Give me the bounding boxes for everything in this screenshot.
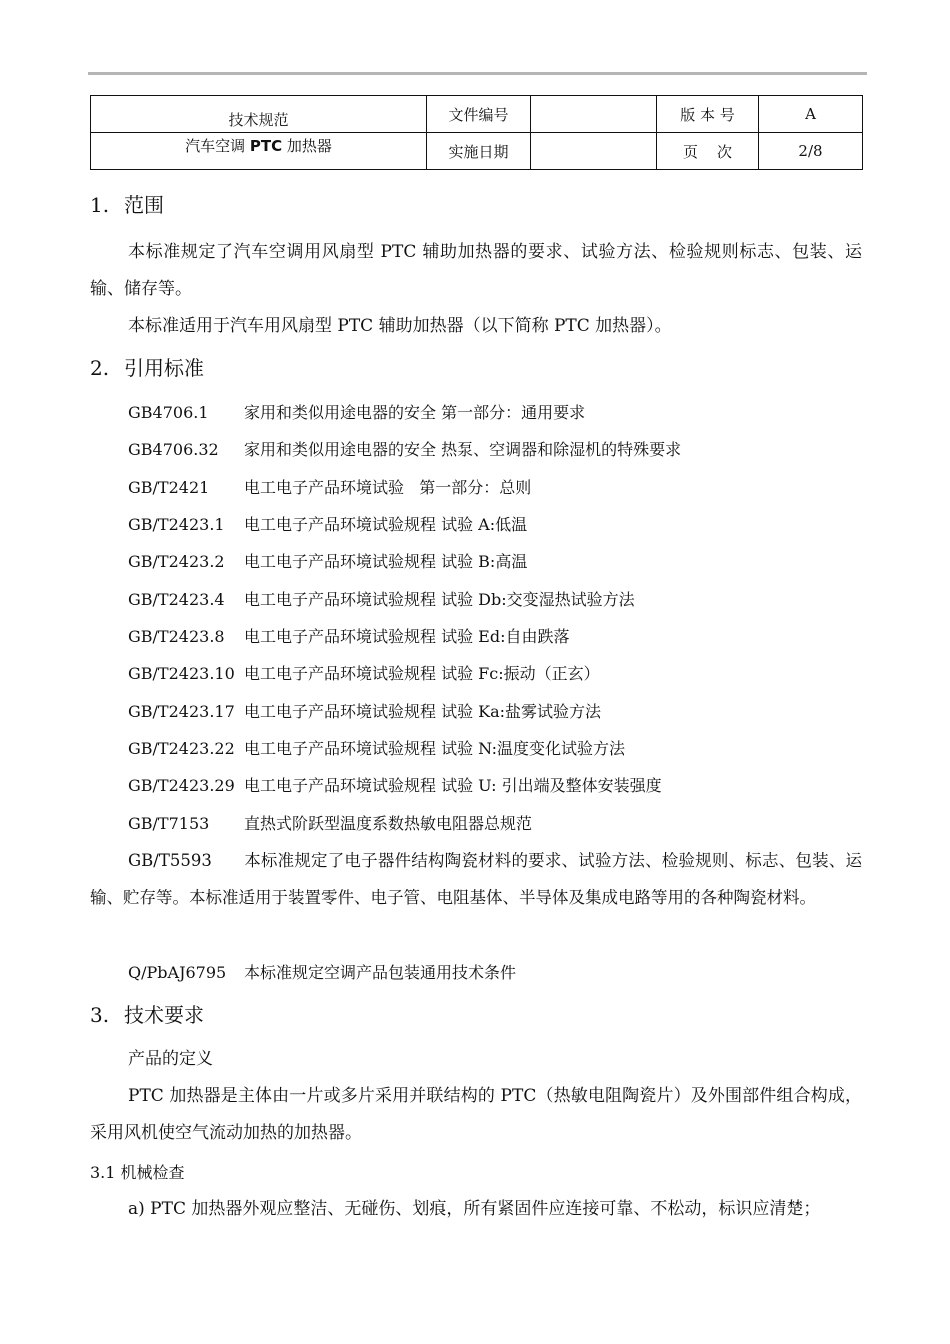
spec-title-line1: 技术规范 <box>228 111 289 129</box>
page-value: 2/8 <box>759 133 863 170</box>
ref-code: GB/T2421 <box>128 478 210 497</box>
ref-desc: 本标准规定了电子器件结构陶瓷材料的要求、试验方法、检验规则、标志、包装、运输、贮存等。本标准适用于装置零件、电子管、电阻基体、半导体及集成电路等用的各种陶瓷材料。 <box>90 851 862 907</box>
ref-item <box>128 693 601 730</box>
effective-date-value <box>531 133 657 170</box>
ref-code: GB/T7153 <box>128 814 210 833</box>
ref-desc: 电工电子产品环境试验规程 试验 A:低温 <box>244 515 528 534</box>
ref-desc: 家用和类似用途电器的安全 热泵、空调器和除湿机的特殊要求 <box>244 440 682 459</box>
product-title <box>91 133 427 170</box>
section1-title: 范围 <box>124 193 164 217</box>
ref-item <box>128 805 532 842</box>
product-title-pre: 汽车空调 <box>185 137 250 155</box>
ref-desc: 电工电子产品环境试验规程 试验 B:高温 <box>244 552 528 571</box>
ref-item-long <box>90 842 862 916</box>
ref-item <box>128 655 600 692</box>
ref-item <box>128 543 527 580</box>
ref-desc: 电工电子产品环境试验规程 试验 N:温度变化试验方法 <box>244 739 625 758</box>
ref-code: GB/T2423.17 <box>128 702 235 721</box>
section3-title: 技术要求 <box>124 1003 204 1027</box>
section3-heading <box>90 1000 204 1030</box>
ref-item <box>128 581 635 618</box>
ref-desc: 电工电子产品环境试验规程 试验 Fc:振动（正玄） <box>244 664 600 683</box>
ref-code: GB4706.32 <box>128 440 219 459</box>
ref-desc: 电工电子产品环境试验规程 试验 U: 引出端及整体安装强度 <box>244 776 662 795</box>
ref-code: GB4706.1 <box>128 403 209 422</box>
ref-code: GB/T2423.10 <box>128 664 235 683</box>
ref-code: GB/T2423.2 <box>128 552 225 571</box>
ref-item <box>128 469 531 506</box>
section1-number: 1. <box>90 193 110 217</box>
section2-title: 引用标准 <box>124 356 204 380</box>
spec-title <box>91 96 427 133</box>
subsection-3-1-item-a: a) PTC 加热器外观应整洁、无碰伤、划痕，所有紧固件应连接可靠、不松动，标识应清楚； <box>128 1199 821 1219</box>
ref-desc: 本标准规定空调产品包装通用技术条件 <box>244 963 517 982</box>
ref-code: GB/T2423.1 <box>128 515 225 534</box>
version-label: 版 本 号 <box>657 96 759 133</box>
ref-code: GB/T5593 <box>128 851 212 870</box>
header-rule <box>88 72 867 75</box>
ref-desc: 家用和类似用途电器的安全 第一部分：通用要求 <box>244 403 586 422</box>
section1-paragraph-2: 本标准适用于汽车用风扇型 PTC 辅助加热器（以下简称 PTC 加热器）。 <box>128 316 672 336</box>
ref-item <box>128 618 570 655</box>
version-value: A <box>759 96 863 133</box>
page-label: 页 次 <box>657 133 759 170</box>
doc-number-value <box>531 96 657 133</box>
ref-item <box>128 954 516 991</box>
ref-item <box>128 394 585 431</box>
section1-heading <box>90 190 164 220</box>
definition-text: PTC 加热器是主体由一片或多片采用并联结构的 PTC（热敏电阻陶瓷片）及外围部件组合构成，采用风机使空气流动加热的加热器。 <box>90 1086 862 1143</box>
section2-heading <box>90 353 204 383</box>
product-title-ptc: PTC <box>249 137 283 155</box>
definition-label: 产品的定义 <box>128 1049 213 1069</box>
ref-item <box>128 767 662 804</box>
document-header-table <box>90 95 863 170</box>
doc-number-label: 文件编号 <box>427 96 531 133</box>
ref-code: GB/T2423.8 <box>128 627 225 646</box>
ref-code: Q/PbAJ6795 <box>128 963 227 982</box>
ref-code: GB/T2423.29 <box>128 776 235 795</box>
ref-code: GB/T2423.4 <box>128 590 225 609</box>
ref-item <box>128 506 527 543</box>
ref-code: GB/T2423.22 <box>128 739 235 758</box>
ref-item <box>128 730 625 767</box>
section2-number: 2. <box>90 356 110 380</box>
effective-date-label: 实施日期 <box>427 133 531 170</box>
ref-desc: 电工电子产品环境试验规程 试验 Db:交变湿热试验方法 <box>244 590 635 609</box>
section3-number: 3. <box>90 1003 110 1027</box>
product-title-post: 加热器 <box>282 137 332 155</box>
ref-desc: 电工电子产品环境试验规程 试验 Ka:盐雾试验方法 <box>244 702 602 721</box>
ref-desc: 电工电子产品环境试验 第一部分：总则 <box>244 478 532 497</box>
ref-item <box>128 431 681 468</box>
ref-desc: 电工电子产品环境试验规程 试验 Ed:自由跌落 <box>244 627 570 646</box>
subsection-3-1-title: 3.1 机械检查 <box>90 1163 185 1182</box>
section1-paragraph-1: 本标准规定了汽车空调用风扇型 PTC 辅助加热器的要求、试验方法、检验规则标志、包装、运输、储存等。 <box>90 242 862 299</box>
ref-desc: 直热式阶跃型温度系数热敏电阻器总规范 <box>244 814 533 833</box>
